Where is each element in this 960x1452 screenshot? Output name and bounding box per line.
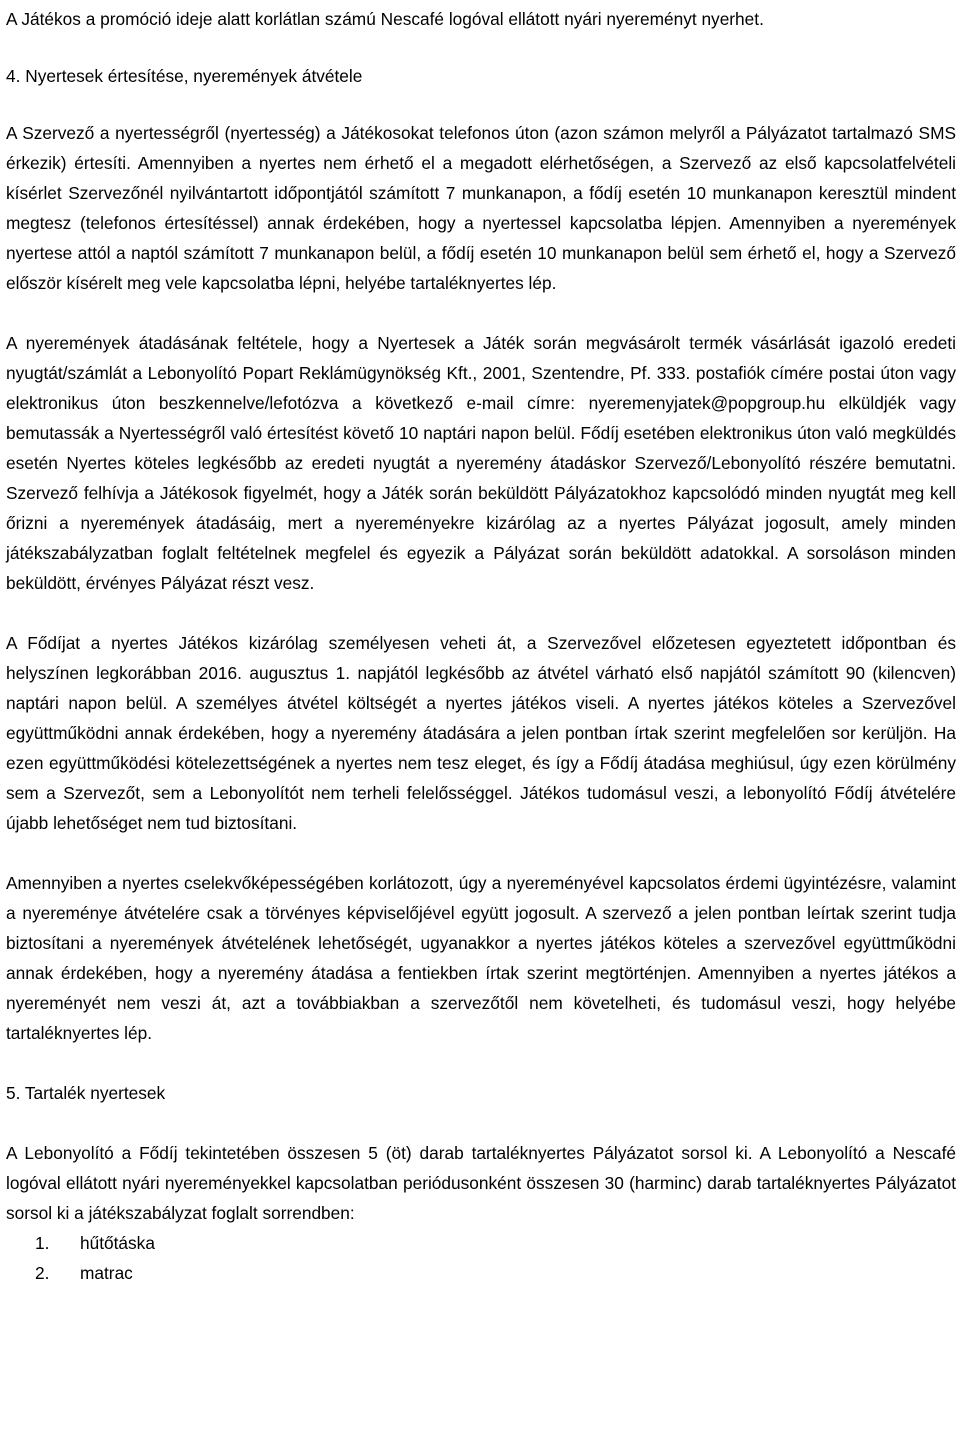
list-item-number: 2. [35,1263,50,1283]
list-item-number: 1. [35,1233,50,1253]
intro-sentence: A Játékos a promóció ideje alatt korlátlan számú Nescafé logóval ellátott nyári nyereményt nyerhet. [6,9,764,29]
list-item-label: hűtőtáska [80,1233,155,1253]
document-page [6,4,956,1288]
section-4-heading: 4. Nyertesek értesítése, nyeremények átvétele [6,66,363,86]
section-4-paragraph-3: A Fődíjat a nyertes Játékos kizárólag személyesen veheti át, a Szervezővel előzetesen egyeztetett időpontban és helyszínen legkorábban 2016. augusztus 1. napjától legkésőbb az átvétel várható első napjától számított 90 (kilencven) naptári napon belül. A személyes átvétel költségét a nyertes játékos viseli. A nyertes játékos köteles a Szervezővel együttműködni annak érdekében, hogy a nyeremény átadására a jelen pontban írtak szerint megfelelően sor kerüljön. Ha ezen együttműködési kötelezettségének a nyertes nem tesz eleget, és így a Fődíj átadása meghiúsul, úgy ezen körülmény sem a Szervezőt, sem a Lebonyolítót nem terheli felelősséggel. Játékos tudomásul veszi, a lebonyolító Fődíj átvételére újabb lehetőséget nem tud biztosítani. [6,633,956,833]
list-item-label: matrac [80,1263,133,1283]
prize-order-list [6,1228,956,1288]
section-4-paragraph-4: Amennyiben a nyertes cselekvőképességében korlátozott, úgy a nyereményével kapcsolatos érdemi ügyintézésre, valamint a nyereménye átvételére csak a törvényes képviselőjével együtt jogosult. A szervező a jelen pontban leírtak szerint tudja biztosítani a nyeremények átvételének lehetőségét, ugyanakkor a nyertes játékos köteles a szervezővel együttműködni annak érdekében, hogy a nyeremény átadása a fentiekben írtak szerint megtörténjen. Amennyiben a nyertes játékos a nyereményét nem veszi át, azt a továbbiakban a szervezőtől nem követelheti, és tudomásul veszi, hogy helyébe tartaléknyertes lép. [6,873,956,1043]
section-4-paragraph-1: A Szervező a nyertességről (nyertesség) a Játékosokat telefonos úton (azon számon melyről a Pályázatot tartalmazó SMS érkezik) értesíti. Amennyiben a nyertes nem érhető el a megadott elérhetőségen, a Szervező az első kapcsolatfelvételi kísérlet Szervezőnél nyilvántartott időpontjától számított 7 munkanapon, a fődíj esetén 10 munkanapon keresztül mindent megtesz (telefonos értesítéssel) annak érdekében, hogy a nyertessel kapcsolatba lépjen. Amennyiben a nyeremények nyertese attól a naptól számított 7 munkanapon belül, a fődíj esetén 10 munkanapon belül sem érhető el, hogy a Szervező először kísérelt meg vele kapcsolatba lépni, helyébe tartaléknyertes lép. [6,123,956,293]
section-4-paragraph-2: A nyeremények átadásának feltétele, hogy a Nyertesek a Játék során megvásárolt termék vásárlását igazoló eredeti nyugtát/számlát a Lebonyolító Popart Reklámügynökség Kft., 2001, Szentendre, Pf. 333. postafiók címére postai úton vagy elektronikus úton beszkennelve/lefotózva a következő e-mail címre: nyeremenyjatek@popgroup.hu elküldjék vagy bemutassák a Nyertességről való értesítést követő 10 naptári napon belül. Fődíj esetében elektronikus úton való megküldés esetén Nyertes köteles legkésőbb az eredeti nyugtát a nyeremény átadáskor Szervező/Lebonyolító részére bemutatni. Szervező felhívja a Játékosok figyelmét, hogy a Játék során beküldött Pályázatokhoz kapcsolódó minden nyugtát meg kell őrizni a nyeremények átadásáig, mert a nyereményekre kizárólag az a nyertes Pályázat jogosult, amely minden játékszabályzatban foglalt feltételnek megfelel és egyezik a Pályázat során beküldött adatokkal. A sorsoláson minden beküldött, érvényes Pályázat részt vesz. [6,333,956,593]
section-5-paragraph-1: A Lebonyolító a Fődíj tekintetében összesen 5 (öt) darab tartaléknyertes Pályázatot sorsol ki. A Lebonyolító a Nescafé logóval ellátott nyári nyereményekkel kapcsolatban periódusonként összesen 30 (harminc) darab tartaléknyertes Pályázatot sorsol ki a játékszabályzat foglalt sorrendben: [6,1143,956,1223]
list-item [6,1228,956,1258]
section-5-heading: 5. Tartalék nyertesek [6,1083,166,1103]
list-item [6,1258,956,1288]
